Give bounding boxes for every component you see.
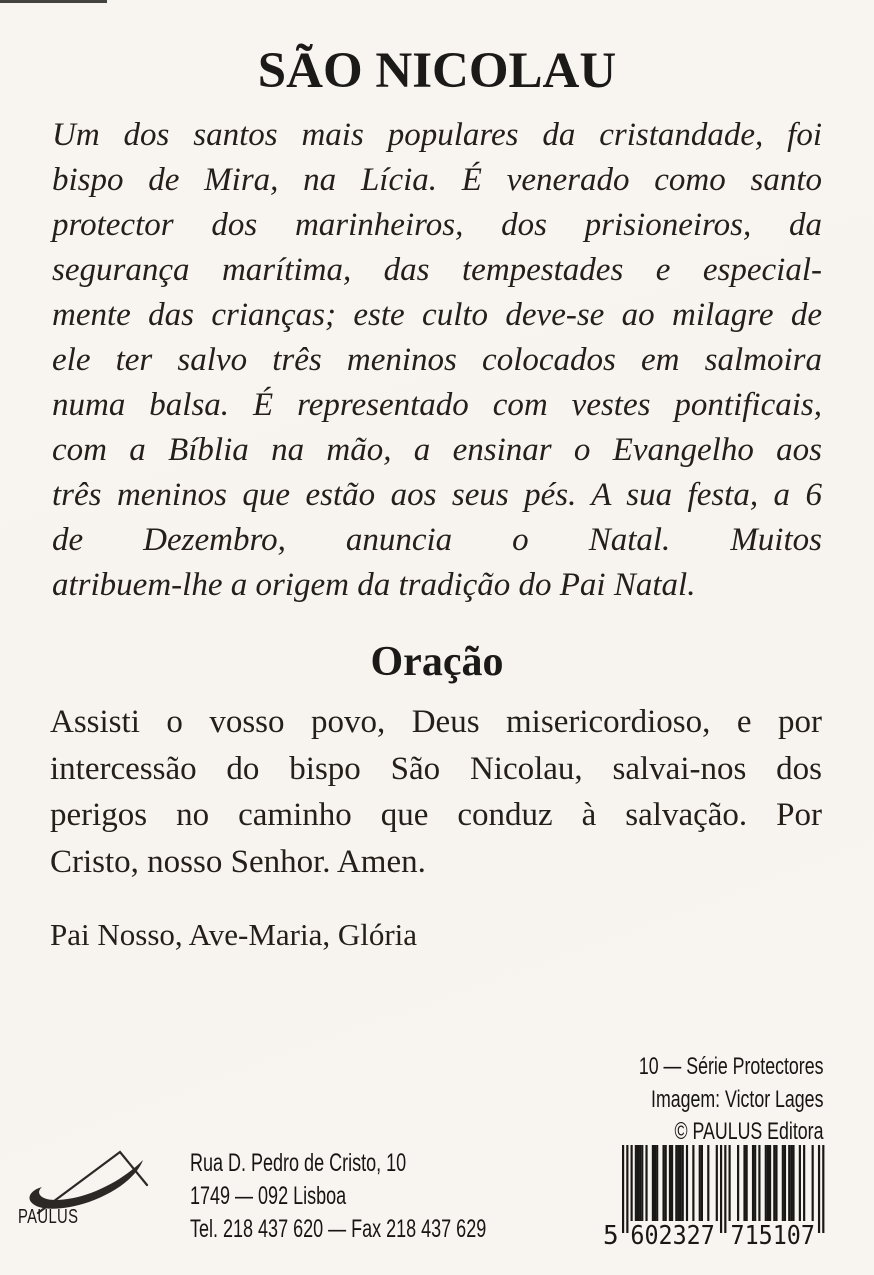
series-label: 10 — Série Protectores: [638, 1053, 823, 1080]
devotions-line: Pai Nosso, Ave-Maria, Glória: [50, 917, 418, 952]
ean13-barcode-svg: [600, 1145, 828, 1247]
barcode-digits: 602327: [630, 1221, 715, 1247]
saint-description: [52, 113, 822, 608]
text-line: mente das crianças; este culto deve-se ao milagre de: [52, 297, 822, 333]
scan-edge-artifact: [0, 0, 107, 3]
text-line: numa balsa. É representado com vestes pontificais,: [52, 387, 822, 423]
text-line: atribuem-lhe a origem da tradição do Pai Natal.: [52, 567, 696, 603]
text-line: ele ter salvo três meninos colocados em salmoira: [52, 342, 822, 378]
text-line: bispo de Mira, na Lícia. É venerado como santo: [52, 162, 822, 198]
credits-block: [638, 1051, 823, 1149]
address-phone: Tel. 218 437 620 — Fax 218 437 629: [190, 1215, 487, 1243]
address-street: Rua D. Pedro de Cristo, 10: [190, 1149, 407, 1177]
text-line: com a Bíblia na mão, a ensinar o Evangelho aos: [52, 432, 822, 468]
text-line: perigos no caminho que conduz à salvação. Por: [50, 797, 822, 833]
card-title: SÃO NICOLAU: [257, 43, 617, 99]
publisher-address: [190, 1147, 486, 1246]
text-line: segurança marítima, das tempestades e especial-: [52, 252, 822, 288]
ean13-barcode: [600, 1145, 828, 1247]
text-line: intercessão do bispo São Nicolau, salvai-nos dos: [50, 750, 822, 787]
paulus-logo-icon: [18, 1143, 150, 1215]
text-line: de Dezembro, anuncia o Natal. Muitos: [52, 522, 822, 558]
text-line: Cristo, nosso Senhor. Amen.: [50, 843, 426, 880]
text-line: Um dos santos mais populares da cristandade, foi: [52, 117, 822, 153]
barcode-digits: 5: [603, 1221, 619, 1247]
prayer-heading: Oração: [370, 639, 504, 685]
text-line: Assisti o vosso povo, Deus misericordioso, e por: [50, 704, 822, 740]
text-line: três meninos que estão aos seus pés. A sua festa, a 6: [52, 477, 822, 513]
text-line: protector dos marinheiros, dos prisioneiros, da: [52, 207, 822, 243]
address-city: 1749 — 092 Lisboa: [190, 1182, 347, 1210]
copyright-label: © PAULUS Editora: [674, 1118, 823, 1145]
image-credit: Imagem: Victor Lages: [650, 1085, 823, 1113]
prayer-text: [50, 699, 822, 885]
publisher-name: PAULUS: [18, 1206, 79, 1228]
barcode-digits: 715107: [730, 1221, 815, 1247]
